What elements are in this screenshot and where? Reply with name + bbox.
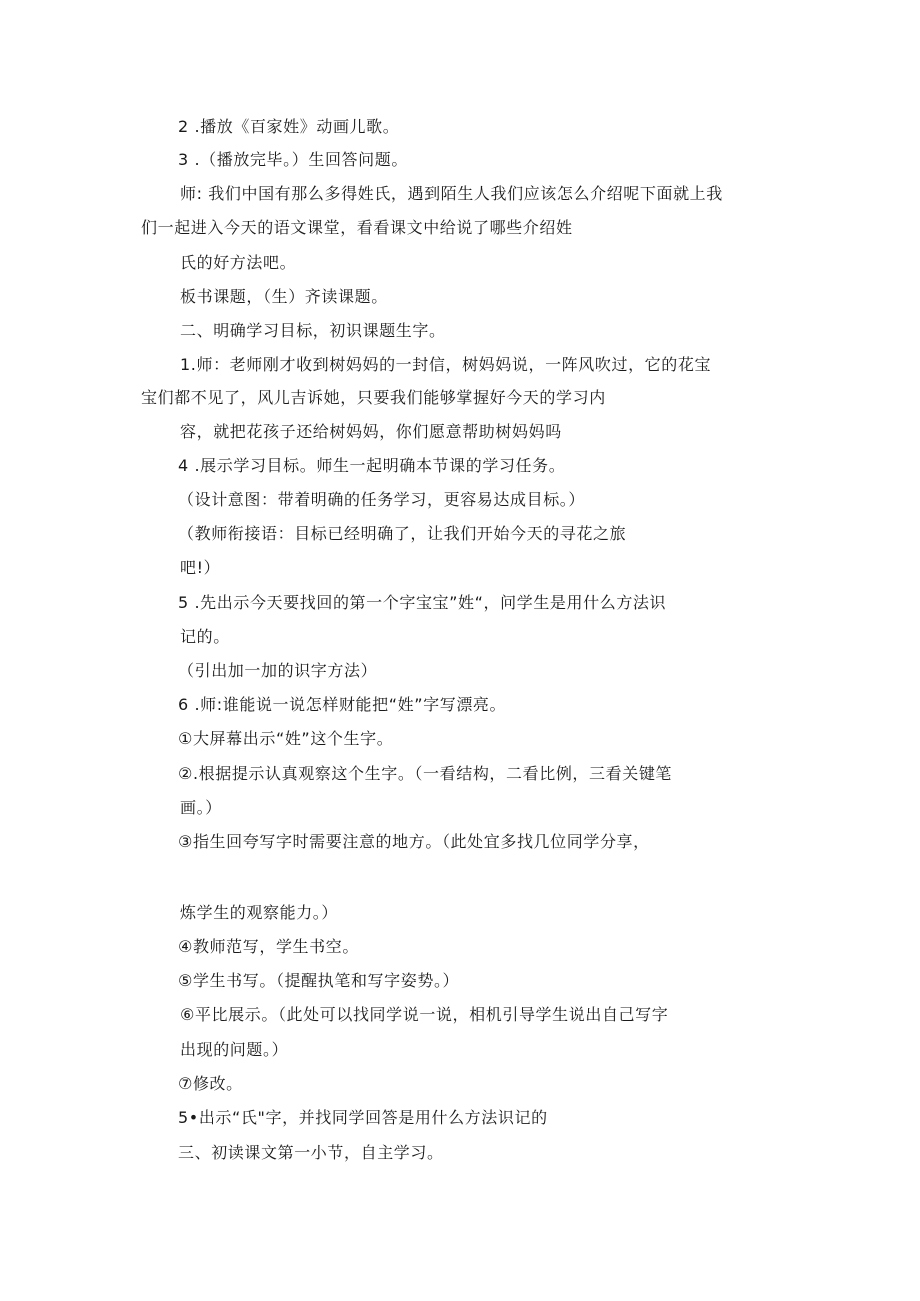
text-line: 师: 我们中国有那么多得姓氏，遇到陌生人我们应该怎么介绍呢下面就上我 [180,184,723,203]
text-line: 6 .师:谁能说一说怎样财能把“姓”字写漂亮。 [178,695,507,714]
text-line: 宝们都不见了，风儿吉诉她，只要我们能够掌握好今天的学习内 [141,388,606,407]
text-line: ④教师范写，学生书空。 [178,937,359,956]
text-line: 容，就把花孩子还给树妈妈，你们愿意帮助树妈妈吗 [180,422,562,441]
text-line: 5 .先出示今天要找回的第一个字宝宝”姓“，问学生是用什么方法识 [178,593,667,612]
text-line: 3 .（播放完毕。）生回答问题。 [178,150,408,169]
text-line: 出现的问题。） [180,1040,289,1059]
text-line: ①大屏幕出示“姓”这个生字。 [178,729,394,748]
text-line: 板书课题，（生）齐读课题。 [180,287,388,306]
text-line: ⑥平比展示。（此处可以找同学说一说，相机引导学生说出自己写字 [180,1005,669,1024]
text-line: （教师衔接语：目标已经明确了，让我们开始今天的寻花之旅 [178,524,627,543]
section-heading: 二、明确学习目标，初识课题生字。 [180,321,446,340]
text-line: ③指生回夸写字时需要注意的地方。（此处宜多找几位同学分享， [178,832,650,851]
section-heading: 三、初读课文第一小节，自主学习。 [178,1143,444,1162]
text-line: ⑦修改。 [178,1074,243,1093]
text-line: 们一起进入今天的语文课堂，看看课文中给说了哪些介绍姓 [141,218,573,237]
text-line: （设计意图：带着明确的任务学习，更容易达成目标。） [178,490,586,509]
text-line: ②.根据提示认真观察这个生字。（一看结构，二看比例，三看关键笔 [178,764,673,783]
text-line: 2 .播放《百家姓》动画儿歌。 [178,117,400,136]
text-line: 炼学生的观察能力。） [180,903,339,922]
text-line: 5•出示“氏"字，并找同学回答是用什么方法识记的 [178,1108,548,1127]
text-line: 吧!） [180,558,221,577]
text-line: 4 .展示学习目标。师生一起明确本节课的学习任务。 [178,456,566,475]
text-line: 1.师：老师刚才收到树妈妈的一封信，树妈妈说，一阵风吹过，它的花宝 [180,355,712,374]
text-line: 记的。 [180,627,230,646]
text-line: 画。） [180,798,222,817]
text-line: ⑤学生书写。（提醒执笔和写字姿势。） [178,971,460,990]
text-line: 氏的好方法吧。 [180,253,297,272]
text-line: （引出加一加的识字方法） [178,661,378,680]
